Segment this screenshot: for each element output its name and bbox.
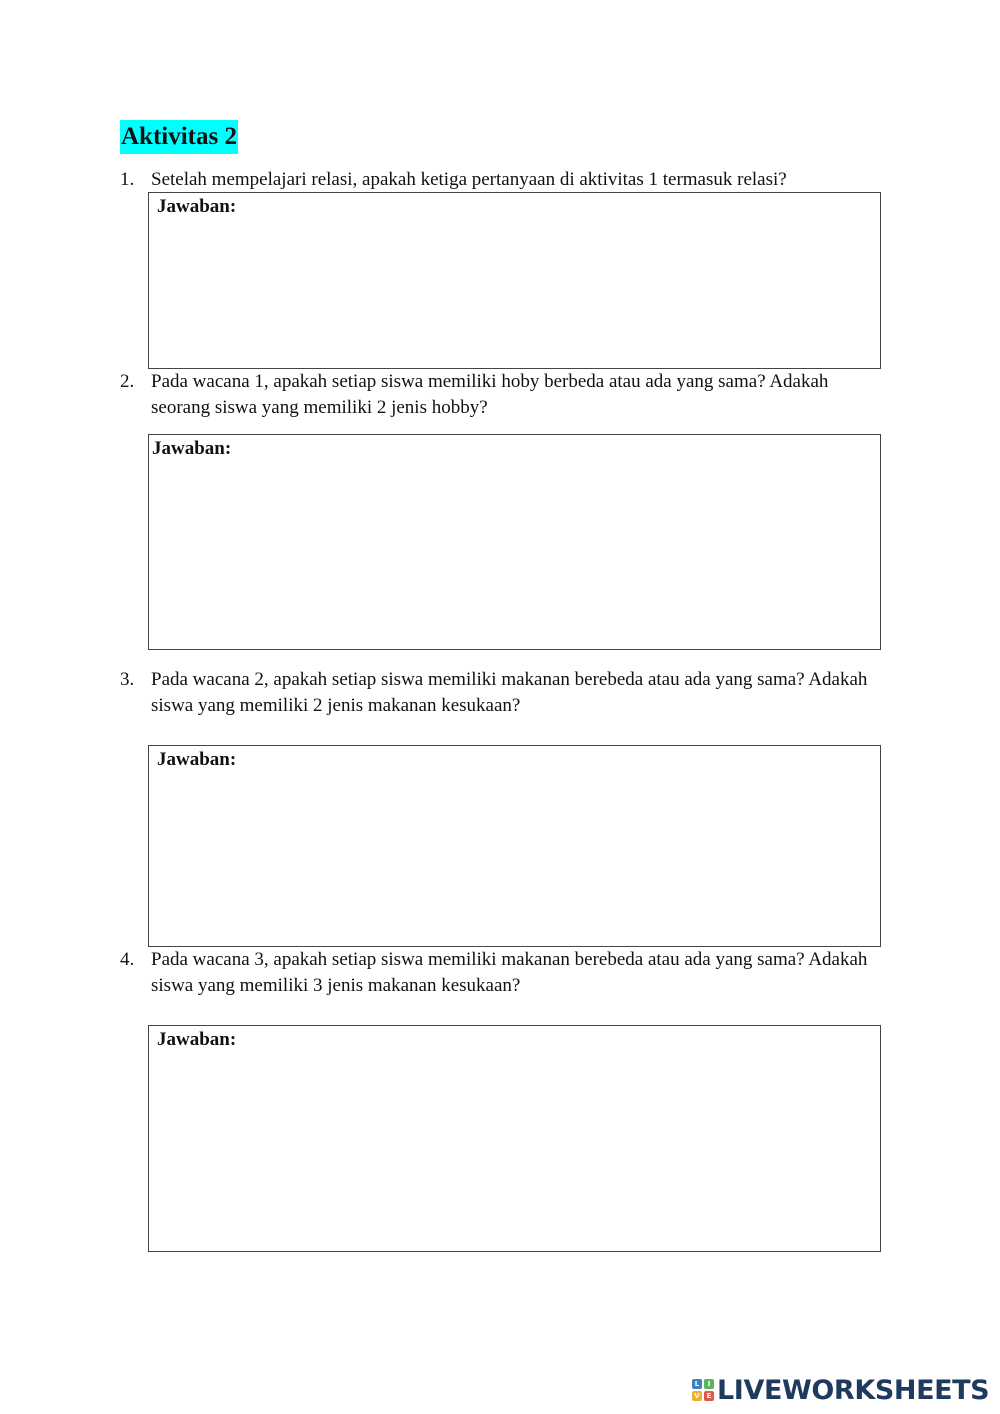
question-2 xyxy=(120,369,880,421)
answer-label: Jawaban: xyxy=(157,1029,237,1050)
answer-box-4[interactable] xyxy=(148,1025,881,1252)
question-text: Pada wacana 1, apakah setiap siswa memiliki hoby berbeda atau ada yang sama? Adakah seorang siswa yang memiliki 2 jenis hobby? xyxy=(151,371,829,418)
logo-tile: I xyxy=(704,1379,714,1389)
logo-tile: L xyxy=(692,1379,702,1389)
question-3 xyxy=(120,667,880,719)
answer-label: Jawaban: xyxy=(157,196,237,217)
logo-text: LIVEWORKSHEETS xyxy=(717,1374,990,1406)
logo-tile: E xyxy=(704,1391,714,1401)
liveworksheets-logo[interactable] xyxy=(692,1372,989,1408)
answer-label: Jawaban: xyxy=(157,749,237,770)
question-text: Pada wacana 2, apakah setiap siswa memiliki makanan berebeda atau ada yang sama? Adakah siswa yang memiliki 2 jenis makanan kesukaan? xyxy=(151,669,868,716)
question-number: 1. xyxy=(120,169,135,190)
question-number: 3. xyxy=(120,669,135,690)
question-4 xyxy=(120,947,880,999)
logo-tile: V xyxy=(692,1391,702,1401)
question-number: 4. xyxy=(120,949,135,970)
question-1 xyxy=(120,167,880,193)
question-number: 2. xyxy=(120,371,135,392)
answer-box-3[interactable] xyxy=(148,745,881,947)
answer-box-2[interactable] xyxy=(148,434,881,650)
answer-box-1[interactable] xyxy=(148,192,881,369)
logo-grid-icon xyxy=(692,1379,714,1401)
page-title: Aktivitas 2 xyxy=(120,120,238,154)
question-text: Setelah mempelajari relasi, apakah ketiga pertanyaan di aktivitas 1 termasuk relasi? xyxy=(151,169,787,190)
answer-label: Jawaban: xyxy=(152,438,232,459)
question-text: Pada wacana 3, apakah setiap siswa memiliki makanan berebeda atau ada yang sama? Adakah siswa yang memiliki 3 jenis makanan kesukaan? xyxy=(151,949,868,996)
